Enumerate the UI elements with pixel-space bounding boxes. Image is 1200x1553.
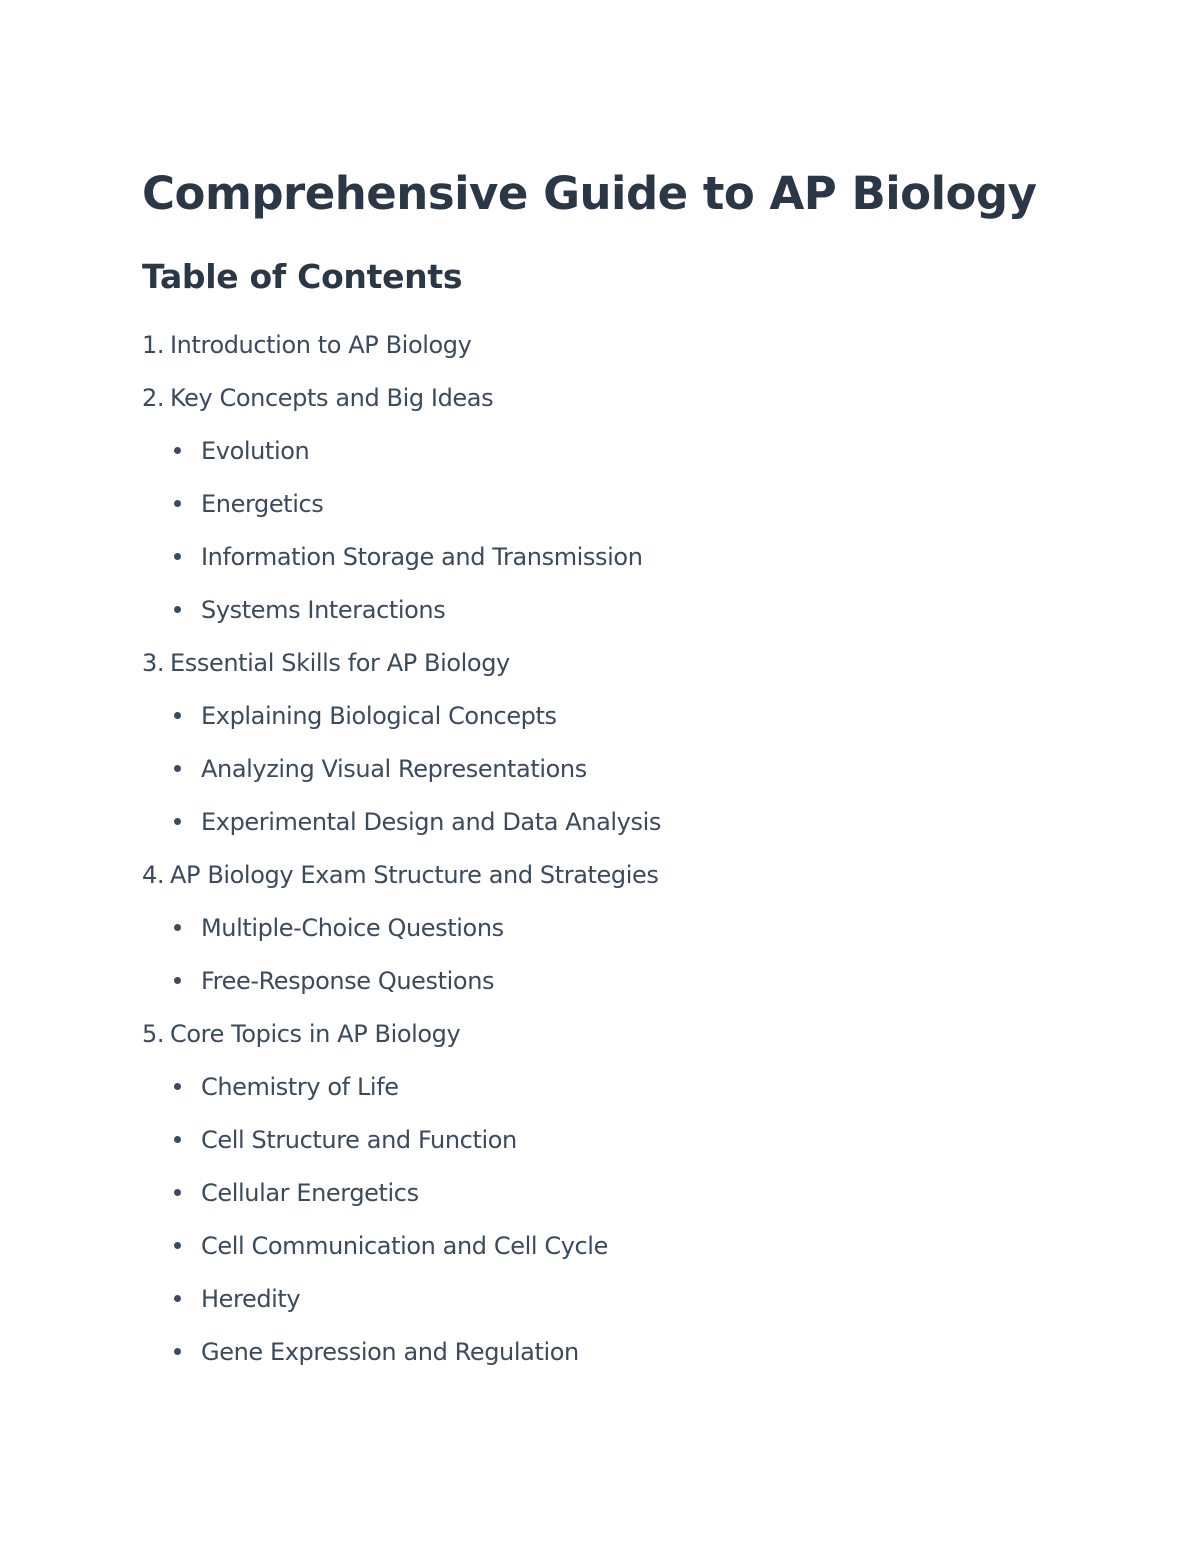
bullet-icon bbox=[174, 818, 181, 825]
toc-subitem[interactable] bbox=[142, 590, 661, 643]
toc-section-number: 2. bbox=[142, 384, 165, 412]
bullet-icon bbox=[174, 1189, 181, 1196]
toc-subitem-label: Systems Interactions bbox=[201, 596, 446, 624]
document-title: Comprehensive Guide to AP Biology bbox=[142, 167, 1037, 220]
toc-section-label: AP Biology Exam Structure and Strategies bbox=[170, 861, 659, 889]
toc-subitem[interactable] bbox=[142, 908, 661, 961]
toc-subitem[interactable] bbox=[142, 1226, 661, 1279]
toc-section-number: 5. bbox=[142, 1020, 165, 1048]
bullet-icon bbox=[174, 553, 181, 560]
toc-subitem[interactable] bbox=[142, 1279, 661, 1332]
toc-subitem-label: Gene Expression and Regulation bbox=[201, 1338, 579, 1366]
bullet-icon bbox=[174, 1348, 181, 1355]
toc-section-3[interactable] bbox=[142, 643, 661, 696]
toc-subitem[interactable] bbox=[142, 431, 661, 484]
toc-subitem-label: Cell Structure and Function bbox=[201, 1126, 517, 1154]
toc-subitem[interactable] bbox=[142, 802, 661, 855]
toc-subitem[interactable] bbox=[142, 1332, 661, 1385]
toc-subitem-label: Heredity bbox=[201, 1285, 301, 1313]
toc-subitem[interactable] bbox=[142, 696, 661, 749]
bullet-icon bbox=[174, 1083, 181, 1090]
toc-section-5[interactable] bbox=[142, 1014, 661, 1067]
toc-section-label: Essential Skills for AP Biology bbox=[170, 649, 510, 677]
bullet-icon bbox=[174, 1295, 181, 1302]
bullet-icon bbox=[174, 500, 181, 507]
table-of-contents bbox=[142, 325, 661, 1385]
toc-subitem[interactable] bbox=[142, 1067, 661, 1120]
toc-section-label: Key Concepts and Big Ideas bbox=[170, 384, 494, 412]
toc-subitem-label: Energetics bbox=[201, 490, 324, 518]
toc-subitem[interactable] bbox=[142, 537, 661, 590]
toc-section-1[interactable] bbox=[142, 325, 661, 378]
toc-section-4[interactable] bbox=[142, 855, 661, 908]
toc-subitem[interactable] bbox=[142, 961, 661, 1014]
toc-section-number: 1. bbox=[142, 331, 165, 359]
toc-subitem[interactable] bbox=[142, 1120, 661, 1173]
toc-subitem-label: Cellular Energetics bbox=[201, 1179, 419, 1207]
bullet-icon bbox=[174, 1136, 181, 1143]
bullet-icon bbox=[174, 606, 181, 613]
toc-subitem[interactable] bbox=[142, 1173, 661, 1226]
toc-section-2[interactable] bbox=[142, 378, 661, 431]
bullet-icon bbox=[174, 765, 181, 772]
toc-section-label: Introduction to AP Biology bbox=[170, 331, 472, 359]
bullet-icon bbox=[174, 712, 181, 719]
toc-subitem-label: Experimental Design and Data Analysis bbox=[201, 808, 661, 836]
bullet-icon bbox=[174, 447, 181, 454]
toc-subitem-label: Evolution bbox=[201, 437, 310, 465]
toc-subitem[interactable] bbox=[142, 749, 661, 802]
toc-section-number: 3. bbox=[142, 649, 165, 677]
bullet-icon bbox=[174, 977, 181, 984]
toc-section-number: 4. bbox=[142, 861, 165, 889]
toc-subitem-label: Cell Communication and Cell Cycle bbox=[201, 1232, 608, 1260]
toc-subitem-label: Explaining Biological Concepts bbox=[201, 702, 557, 730]
toc-heading: Table of Contents bbox=[142, 257, 463, 296]
toc-section-label: Core Topics in AP Biology bbox=[170, 1020, 461, 1048]
bullet-icon bbox=[174, 924, 181, 931]
toc-subitem-label: Chemistry of Life bbox=[201, 1073, 399, 1101]
bullet-icon bbox=[174, 1242, 181, 1249]
toc-subitem-label: Multiple-Choice Questions bbox=[201, 914, 504, 942]
toc-subitem-label: Free-Response Questions bbox=[201, 967, 495, 995]
toc-subitem-label: Analyzing Visual Representations bbox=[201, 755, 587, 783]
toc-subitem[interactable] bbox=[142, 484, 661, 537]
toc-subitem-label: Information Storage and Transmission bbox=[201, 543, 643, 571]
